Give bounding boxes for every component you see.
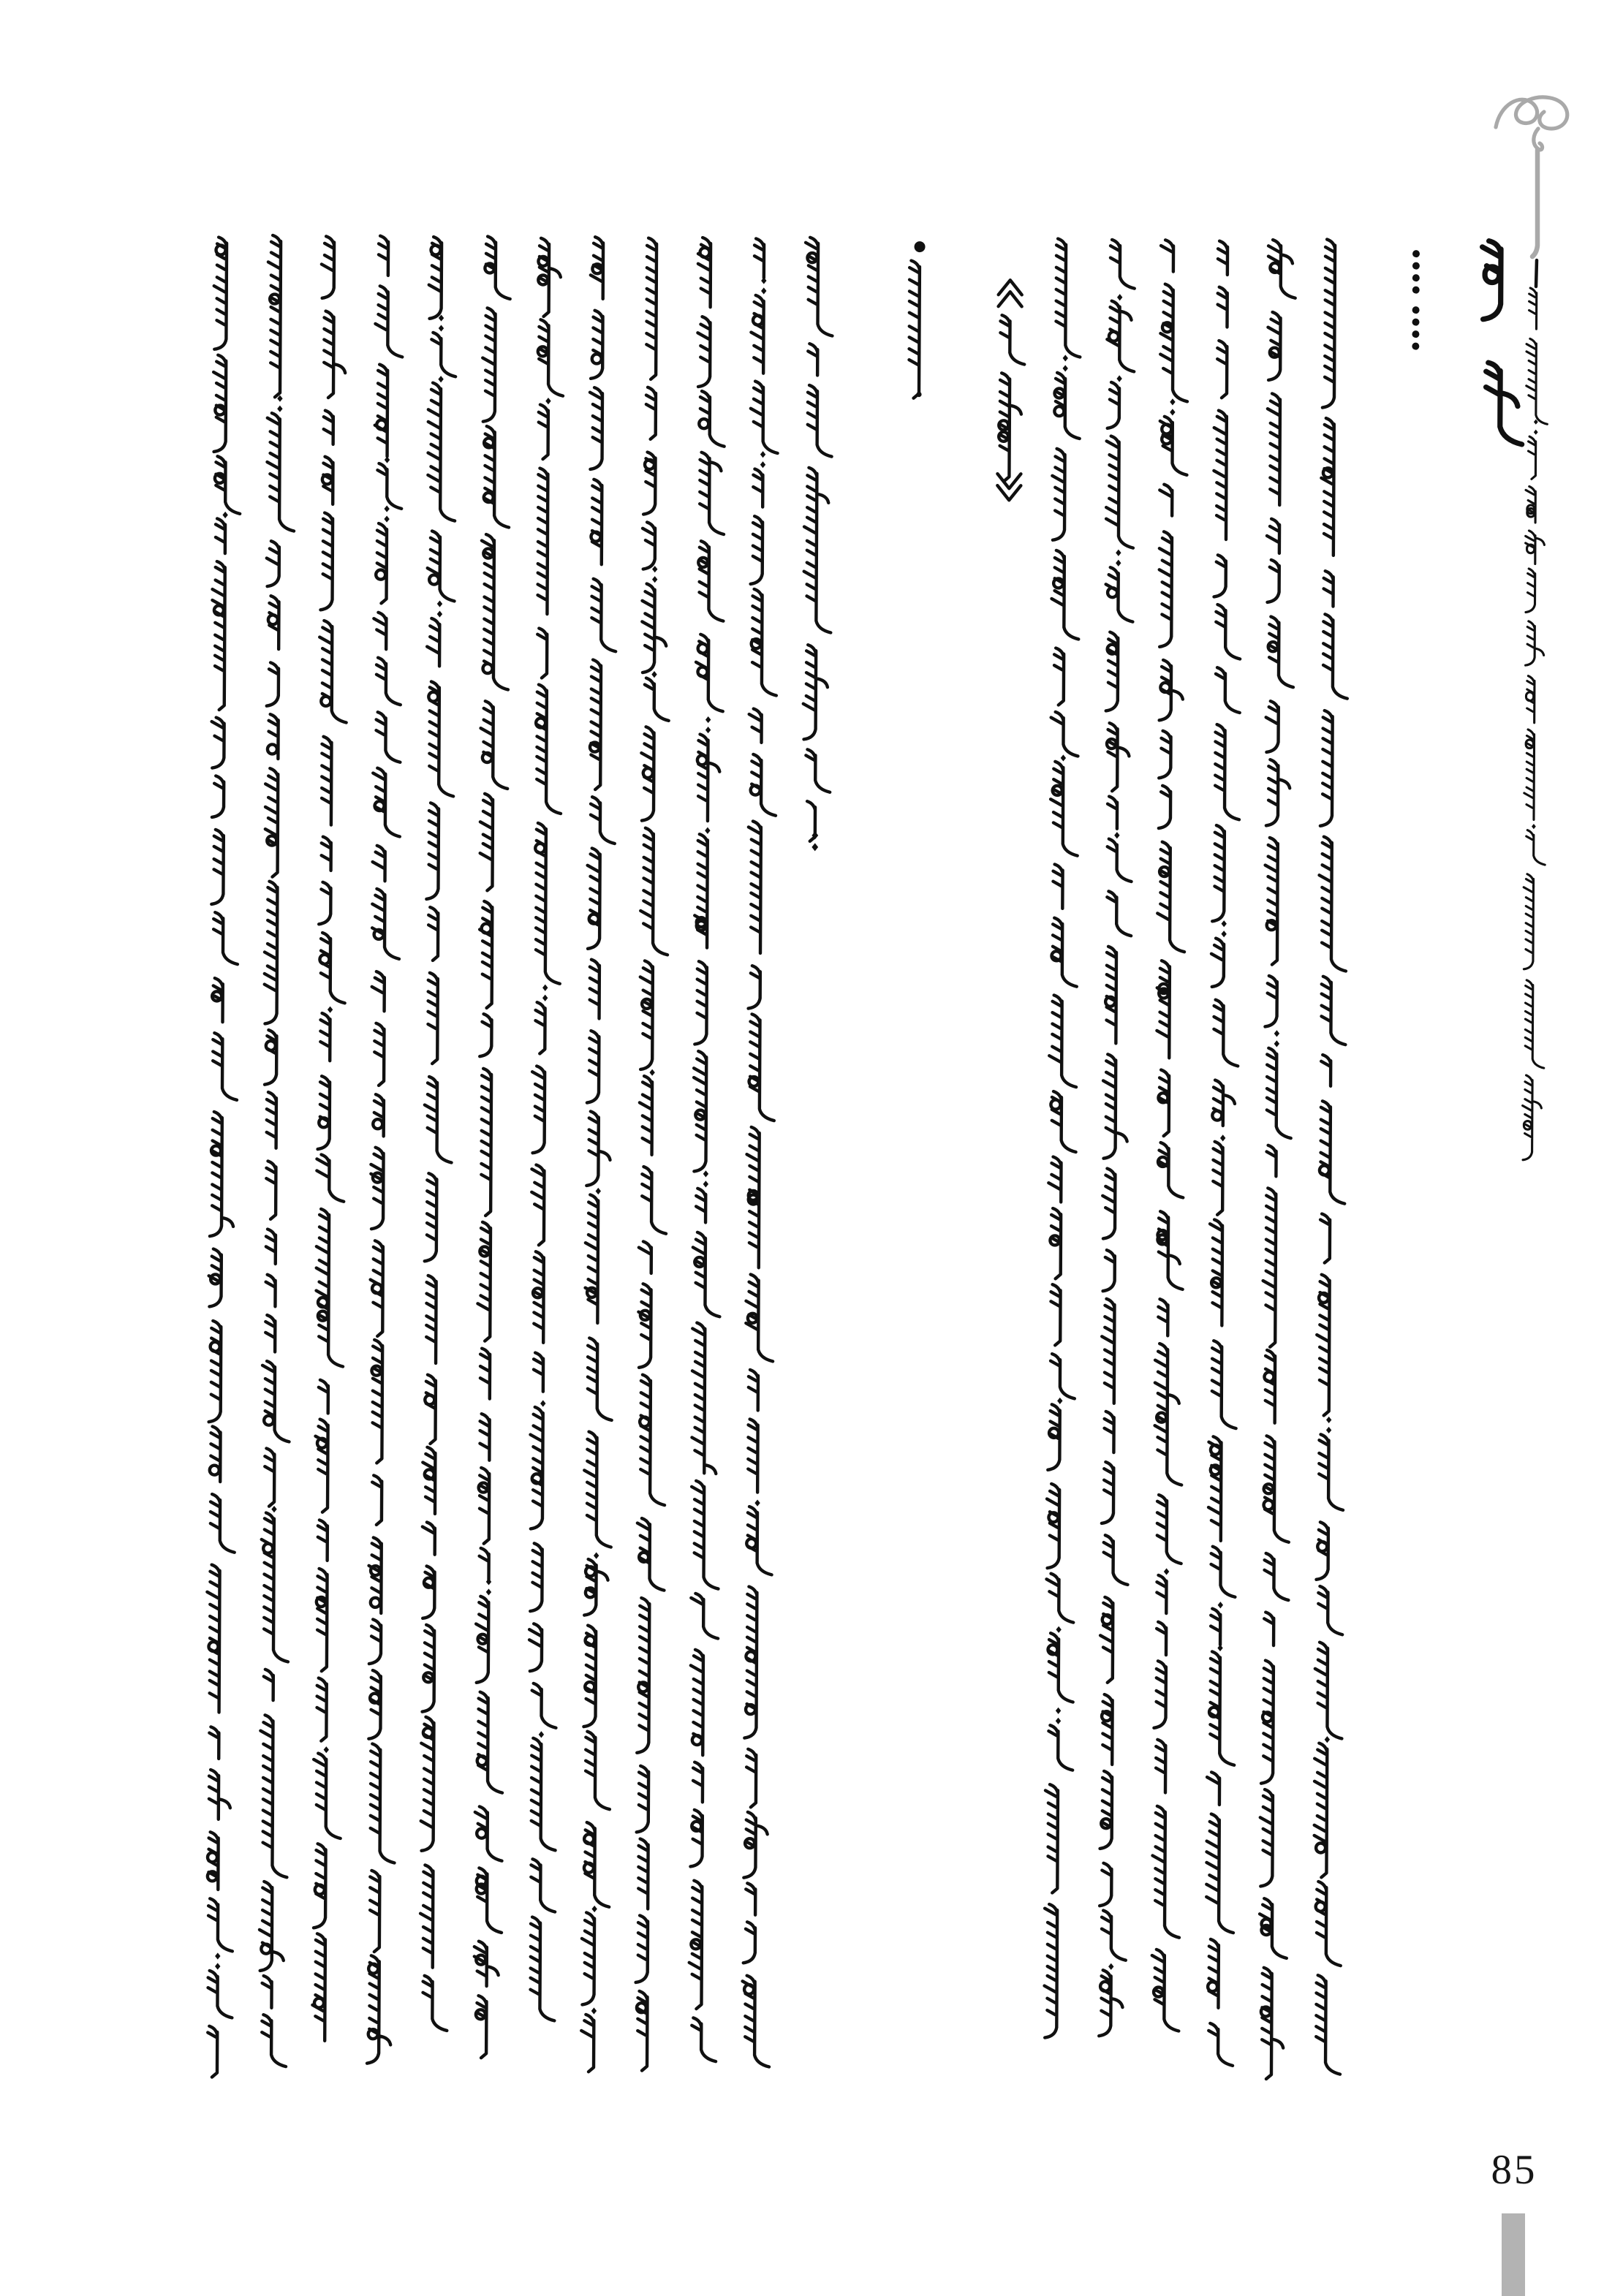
page-text-block [205,234,1548,2085]
ellipsis-dots [1412,250,1420,350]
quoted-title-column [997,280,1025,500]
text-column [1259,240,1295,2079]
text-column [635,238,671,2071]
chapter-title-column [1481,241,1523,444]
text-column [420,237,456,2031]
text-column [1098,240,1135,2036]
text-column [742,238,779,2066]
vertical-gray-rule [1532,150,1537,257]
text-column [1151,240,1188,2031]
running-header-column [1522,288,1548,1160]
text-column [366,236,403,2064]
text-column [205,238,241,2077]
text-column [312,236,349,2041]
text-column [1206,241,1242,2066]
text-column [803,238,833,852]
text-column [259,235,295,2066]
text-column [689,238,725,2061]
calligraphic-swirl-icon [1496,97,1567,287]
text-column [581,237,618,2072]
text-column [527,238,564,2021]
section-heading-column [909,241,925,398]
text-column [1044,239,1081,2038]
text-column [474,236,510,2058]
title-dash [1536,260,1537,287]
page-edge-bar [1502,2213,1525,2296]
page-number: 85 [1491,2147,1537,2193]
text-column [1313,239,1350,2074]
